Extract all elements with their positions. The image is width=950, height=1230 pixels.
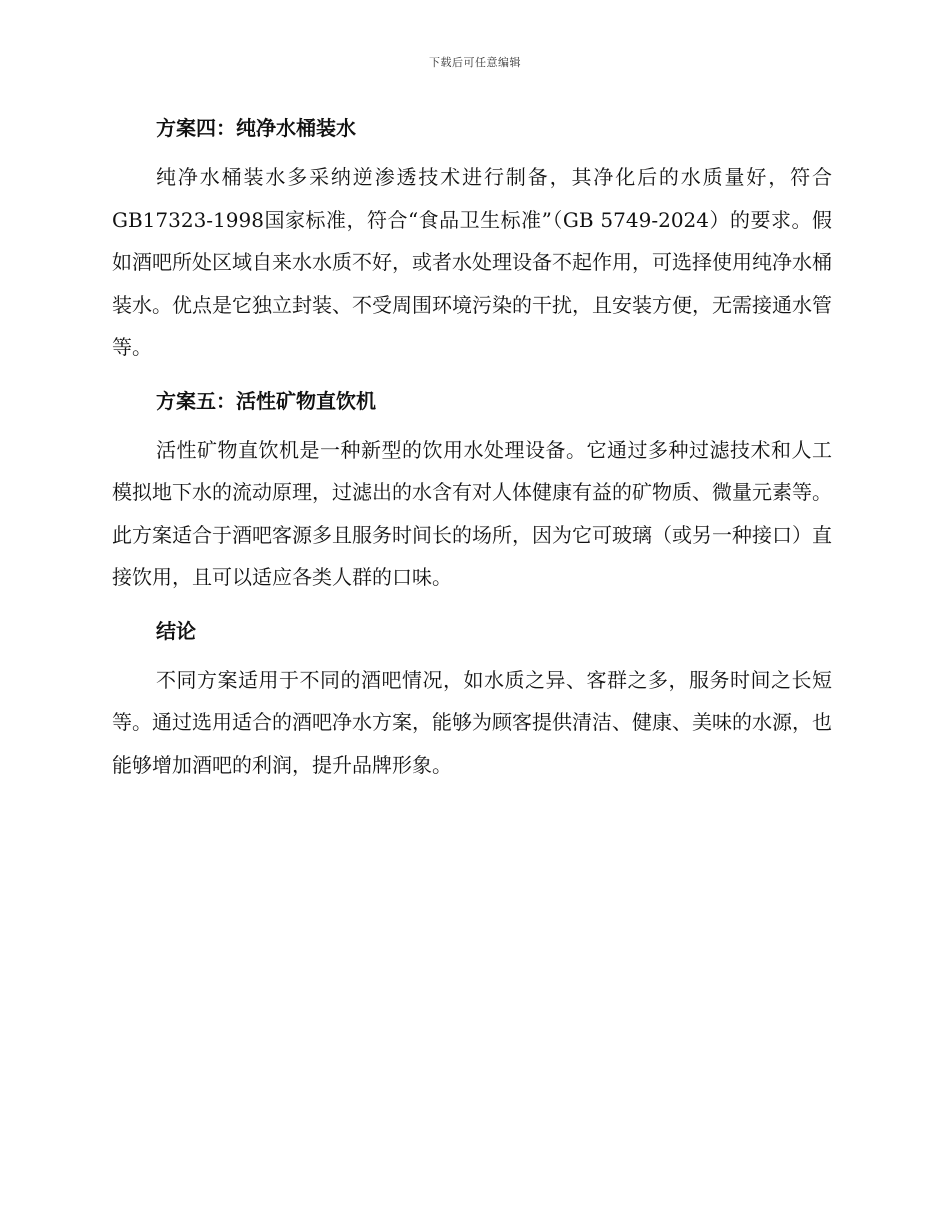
section-paragraph-conclusion: 不同方案适用于不同的酒吧情况，如水质之异、客群之多，服务时间之长短等。通过选用适合的酒吧净水方案，能够为顾客提供清洁、健康、美味的水源，也能够增加酒吧的利润，提升品牌形象。 xyxy=(112,667,832,777)
section-paragraph-plan-four: 纯净水桶装水多采纳逆渗透技术进行制备，其净化后的水质量好，符合GB17323-1998国家标准，符合“食品卫生标准”（GB 5749-2024）的要求。假如酒吧所处区域自来水水质不好，或者水处理设备不起作用，可选择使用纯净水桶装水。优点是它独立封装、不受周围环境污染的干扰，且安装方便，无需接通水管等。 xyxy=(112,165,832,359)
section-paragraph-plan-five: 活性矿物直饮机是一种新型的饮用水处理设备。它通过多种过滤技术和人工模拟地下水的流动原理，过滤出的水含有对人体健康有益的矿物质、微量元素等。此方案适合于酒吧客源多且服务时间长的场所，因为它可玻璃（或另一种接口）直接饮用，且可以适应各类人群的口味。 xyxy=(112,437,832,589)
document-body xyxy=(112,108,832,798)
page-header: 下载后可任意编辑 xyxy=(429,56,521,69)
section-heading-plan-four: 方案四：纯净水桶装水 xyxy=(156,116,356,140)
section-heading-conclusion: 结论 xyxy=(156,618,196,643)
section-heading-plan-five: 方案五：活性矿物直饮机 xyxy=(156,388,376,413)
